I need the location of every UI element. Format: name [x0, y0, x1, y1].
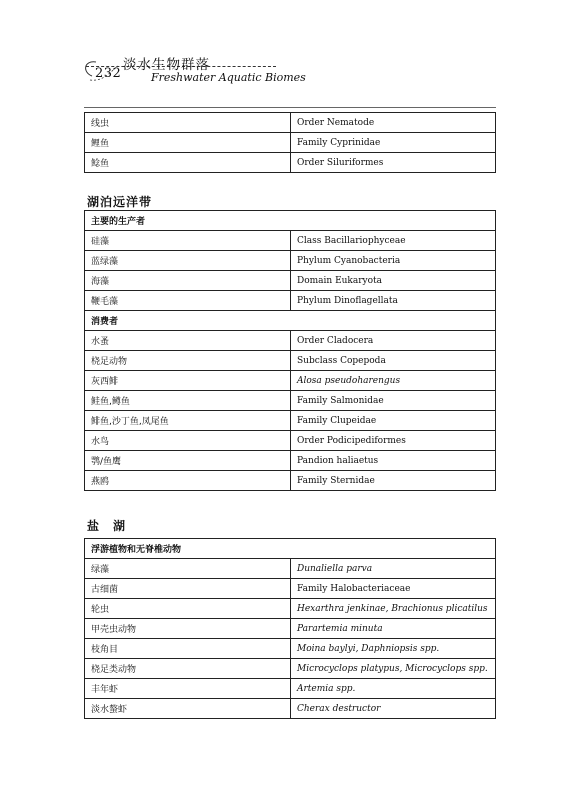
- common-name-cell: 燕鸥: [85, 471, 291, 491]
- table-row: [85, 271, 496, 291]
- table-row: [85, 411, 496, 431]
- table-row: [85, 659, 496, 679]
- running-title-en: Freshwater Aquatic Biomes: [151, 71, 306, 84]
- consumers-header-label: 消费者: [85, 311, 496, 331]
- common-name-cell: 线虫: [85, 113, 291, 133]
- table-row: [85, 431, 496, 451]
- common-name-cell: 水鸟: [85, 431, 291, 451]
- page-number: 232: [95, 66, 122, 81]
- scientific-name-cell: Family Halobacteriaceae: [291, 579, 496, 599]
- table-continued: [84, 112, 496, 173]
- table-pelagic-zone: [84, 210, 496, 491]
- common-name-cell: 鲱鱼,沙丁鱼,凤尾鱼: [85, 411, 291, 431]
- scientific-name-cell: Phylum Cyanobacteria: [291, 251, 496, 271]
- table-salt-lake: [84, 538, 496, 719]
- table-row: [85, 679, 496, 699]
- scientific-name-cell: Order Siluriformes: [291, 153, 496, 173]
- common-name-cell: 轮虫: [85, 599, 291, 619]
- producers-header-label: 主要的生产者: [85, 211, 496, 231]
- plankton-header: [85, 539, 496, 559]
- section-title-salt-lake: 盐 湖: [87, 519, 127, 533]
- scientific-name-cell: Dunaliella parva: [291, 559, 496, 579]
- common-name-cell: 鲶鱼: [85, 153, 291, 173]
- scientific-name-cell: Class Bacillariophyceae: [291, 231, 496, 251]
- scientific-name-cell: Microcyclops platypus, Microcyclops spp.: [291, 659, 496, 679]
- scientific-name-cell: Parartemia minuta: [291, 619, 496, 639]
- table-row: [85, 471, 496, 491]
- common-name-cell: 淡水螯虾: [85, 699, 291, 719]
- common-name-cell: 枝角目: [85, 639, 291, 659]
- producers-header: [85, 211, 496, 231]
- common-name-cell: 绿藻: [85, 559, 291, 579]
- scientific-name-cell: Alosa pseudoharengus: [291, 371, 496, 391]
- table-row: [85, 251, 496, 271]
- common-name-cell: 桡足类动物: [85, 659, 291, 679]
- scientific-name-cell: Family Sternidae: [291, 471, 496, 491]
- common-name-cell: 鞭毛藻: [85, 291, 291, 311]
- common-name-cell: 桡足动物: [85, 351, 291, 371]
- common-name-cell: 蓝绿藻: [85, 251, 291, 271]
- scientific-name-cell: Domain Eukaryota: [291, 271, 496, 291]
- scientific-name-cell: Family Clupeidae: [291, 411, 496, 431]
- scientific-name-cell: Hexarthra jenkinae, Brachionus plicatilus: [291, 599, 496, 619]
- common-name-cell: 鲑鱼,鳟鱼: [85, 391, 291, 411]
- running-title-cn: 淡水生物群落: [123, 57, 210, 73]
- common-name-cell: 古细菌: [85, 579, 291, 599]
- common-name-cell: 丰年虾: [85, 679, 291, 699]
- table-row: [85, 699, 496, 719]
- scientific-name-cell: Artemia spp.: [291, 679, 496, 699]
- table-row: [85, 231, 496, 251]
- scientific-name-cell: Phylum Dinoflagellata: [291, 291, 496, 311]
- common-name-cell: 水蚤: [85, 331, 291, 351]
- scientific-name-cell: Family Cyprinidae: [291, 133, 496, 153]
- table1-top-rule: [84, 107, 496, 108]
- table-row: [85, 351, 496, 371]
- common-name-cell: 鹗/鱼鹰: [85, 451, 291, 471]
- scientific-name-cell: Moina baylyi, Daphniopsis spp.: [291, 639, 496, 659]
- table-row: [85, 451, 496, 471]
- table-row: [85, 579, 496, 599]
- common-name-cell: 海藻: [85, 271, 291, 291]
- scientific-name-cell: Subclass Copepoda: [291, 351, 496, 371]
- table-row: [85, 559, 496, 579]
- scientific-name-cell: Order Podicipediformes: [291, 431, 496, 451]
- table-row: [85, 331, 496, 351]
- table-row: [85, 371, 496, 391]
- table-row: [85, 391, 496, 411]
- scientific-name-cell: Order Cladocera: [291, 331, 496, 351]
- plankton-header-label: 浮游植物和无脊椎动物: [85, 539, 496, 559]
- consumers-header: [85, 311, 496, 331]
- common-name-cell: 硅藻: [85, 231, 291, 251]
- table-row: [85, 619, 496, 639]
- section-title-pelagic: 湖泊远洋带: [87, 195, 153, 209]
- common-name-cell: 灰西鲱: [85, 371, 291, 391]
- table-row: [85, 133, 496, 153]
- scientific-name-cell: Cherax destructor: [291, 699, 496, 719]
- scientific-name-cell: Order Nematode: [291, 113, 496, 133]
- table-row: [85, 291, 496, 311]
- table-row: [85, 639, 496, 659]
- table-row: [85, 153, 496, 173]
- common-name-cell: 甲壳虫动物: [85, 619, 291, 639]
- table-row: [85, 113, 496, 133]
- scientific-name-cell: Family Salmonidae: [291, 391, 496, 411]
- common-name-cell: 鲤鱼: [85, 133, 291, 153]
- table-row: [85, 599, 496, 619]
- scientific-name-cell: Pandion haliaetus: [291, 451, 496, 471]
